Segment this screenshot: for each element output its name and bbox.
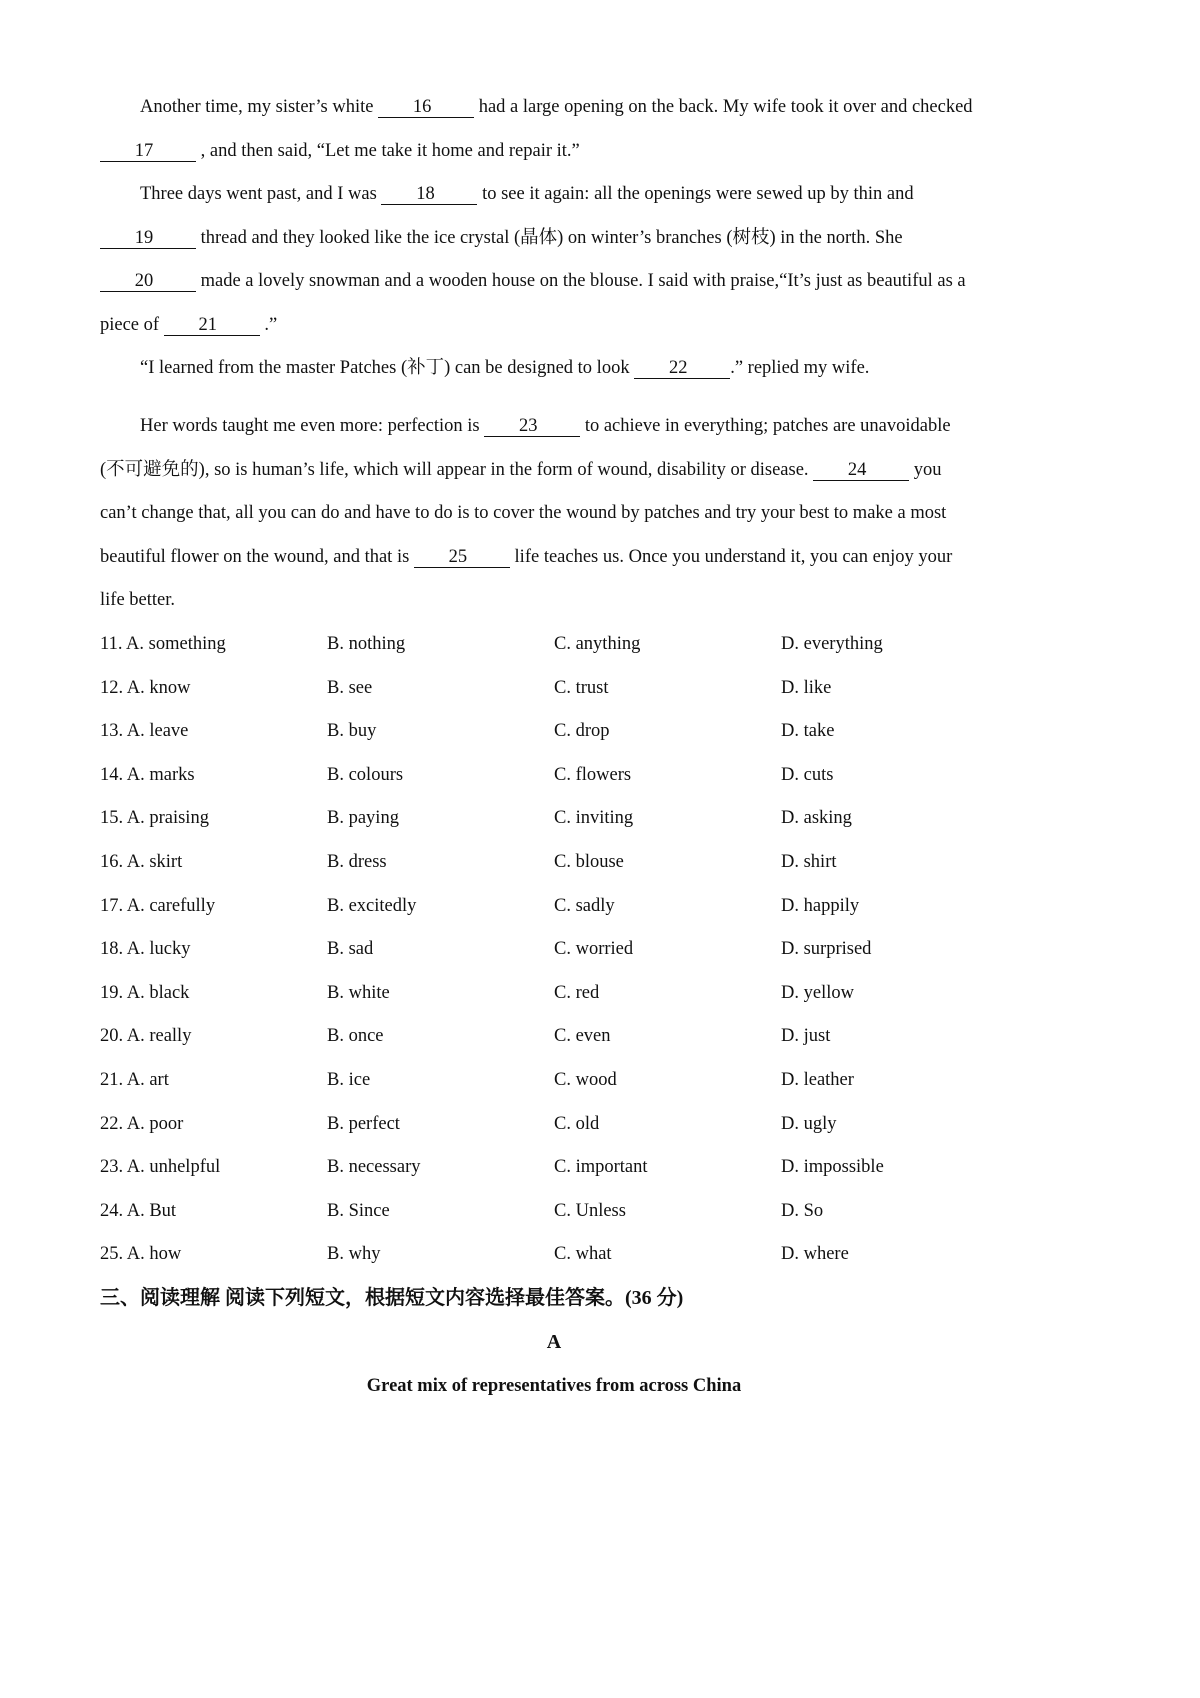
passage-text: “I learned from the master Patches (补丁) can be designed to look [140,358,635,378]
option-23-A: 23. A. unhelpful [100,1157,221,1178]
option-21-D: D. leather [781,1070,854,1090]
passage-line [140,95,973,119]
passage-text: to see it again: all the openings were sewed up by thin and [477,184,914,204]
blank-19 [100,229,196,249]
passage-text: .” [259,314,278,335]
option-17-B: B. excitedly [327,895,417,916]
option-17-D: D. happily [781,895,860,916]
passage-line [100,545,952,569]
option-20-B: B. once [327,1026,384,1047]
option-25-C: C. what [554,1244,612,1265]
passage-text: life better. [100,590,175,610]
option-21-C: C. wood [554,1070,617,1090]
passage-text: (不可避免的), so is human’s life, which will appear in the form of wound, disability or disease. [100,459,814,480]
option-14-D: D. cuts [781,764,834,785]
blank-22 [634,359,730,379]
part-label: A [546,1331,562,1353]
option-19-C: C. red [554,982,600,1003]
option-14-A: 14. A. marks [100,764,195,785]
option-20-A: 20. A. really [100,1026,192,1047]
passage-text: beautiful flower on the wound, and that is [100,546,414,567]
passage-line [140,414,951,438]
passage-text: made a lovely snowman and a wooden house on the blouse. I said with praise,“It’s just as beautiful as a [196,271,966,291]
blank-number: 25 [448,546,468,567]
option-13-A: 13. A. leave [100,721,189,742]
option-13-D: D. take [781,721,835,742]
passage-text: thread and they looked like the ice crystal (晶体) on winter’s branches (树枝) in the north. She [196,227,903,248]
option-15-B: B. paying [327,808,399,829]
option-22-C: C. old [554,1113,600,1134]
option-18-A: 18. A. lucky [100,939,191,960]
option-25-B: B. why [327,1244,381,1265]
passage-line [140,182,914,206]
passage-text: Another time, my sister’s white [140,97,379,117]
option-22-A: 22. A. poor [100,1113,184,1134]
blank-number: 24 [847,459,867,480]
option-16-B: B. dress [327,852,387,872]
option-23-B: B. necessary [327,1157,421,1178]
option-16-C: C. blouse [554,852,624,872]
option-20-C: C. even [554,1026,611,1047]
blank-25 [414,548,510,568]
passage-text: piece of [100,314,164,335]
option-11-C: C. anything [554,634,641,654]
option-11-A: 11. A. something [100,634,226,654]
blank-number: 19 [134,227,154,248]
blank-16 [378,98,474,118]
option-24-D: D. So [781,1200,824,1221]
blank-number: 20 [134,271,154,291]
passage-line [140,356,869,380]
blank-number: 17 [134,140,154,161]
option-11-B: B. nothing [327,634,406,654]
option-23-D: D. impossible [781,1157,884,1178]
option-24-A: 24. A. But [100,1200,177,1221]
blank-number: 23 [518,416,538,436]
option-18-D: D. surprised [781,939,872,960]
option-12-B: B. see [327,677,373,698]
option-25-A: 25. A. how [100,1244,182,1265]
option-18-B: B. sad [327,939,374,960]
passage-line [100,226,903,250]
passage-line [100,458,942,482]
option-22-D: D. ugly [781,1113,837,1134]
option-17-C: C. sadly [554,895,615,916]
option-24-B: B. Since [327,1200,390,1221]
blank-number: 22 [668,358,688,378]
option-12-D: D. like [781,677,832,698]
passage-text: .” replied my wife. [730,358,870,378]
article-title: Great mix of representatives from across China [366,1376,742,1396]
option-12-A: 12. A. know [100,677,191,698]
option-19-A: 19. A. black [100,982,190,1003]
blank-18 [381,185,477,205]
option-21-B: B. ice [327,1070,371,1090]
option-24-C: C. Unless [554,1200,626,1221]
blank-21 [164,316,260,336]
passage-text: , and then said, “Let me take it home and repair it.” [196,140,580,161]
blank-number: 16 [412,97,432,117]
option-22-B: B. perfect [327,1113,400,1134]
option-18-C: C. worried [554,939,634,960]
option-21-A: 21. A. art [100,1070,169,1090]
passage-text: you [909,459,942,480]
option-19-B: B. white [327,982,390,1003]
passage-text: can’t change that, all you can do and have to do is to cover the wound by patches and try your best to make a most [100,503,947,523]
passage-text: Three days went past, and I was [140,184,382,204]
passage-text: had a large opening on the back. My wife took it over and checked [474,97,973,117]
option-16-D: D. shirt [781,852,837,872]
passage-line [100,313,277,337]
passage-text: life teaches us. Once you understand it, you can enjoy your [509,546,953,567]
blank-23 [484,417,580,437]
option-13-C: C. drop [554,721,610,742]
option-17-A: 17. A. carefully [100,895,216,916]
option-15-D: D. asking [781,808,852,829]
option-15-A: 15. A. praising [100,808,209,829]
option-19-D: D. yellow [781,982,854,1003]
passage-line [100,269,966,293]
option-15-C: C. inviting [554,808,634,829]
option-14-C: C. flowers [554,764,632,785]
passage-line [100,501,946,525]
blank-24 [813,461,909,481]
option-13-B: B. buy [327,721,377,742]
option-14-B: B. colours [327,764,404,785]
passage-text: Her words taught me even more: perfection is [140,416,485,436]
option-23-C: C. important [554,1157,648,1178]
option-16-A: 16. A. skirt [100,852,183,872]
passage-line [100,588,175,612]
blank-number: 21 [198,314,217,335]
passage-line [100,139,580,163]
option-12-C: C. trust [554,677,609,698]
option-11-D: D. everything [781,634,883,654]
option-25-D: D. where [781,1244,849,1265]
blank-number: 18 [416,184,435,204]
section-heading: 三、阅读理解 阅读下列短文，根据短文内容选择最佳答案。(36 分) [100,1287,684,1309]
option-20-D: D. just [781,1026,831,1047]
blank-20 [100,272,196,292]
passage-text: to achieve in everything; patches are unavoidable [580,416,951,436]
blank-17 [100,142,196,162]
